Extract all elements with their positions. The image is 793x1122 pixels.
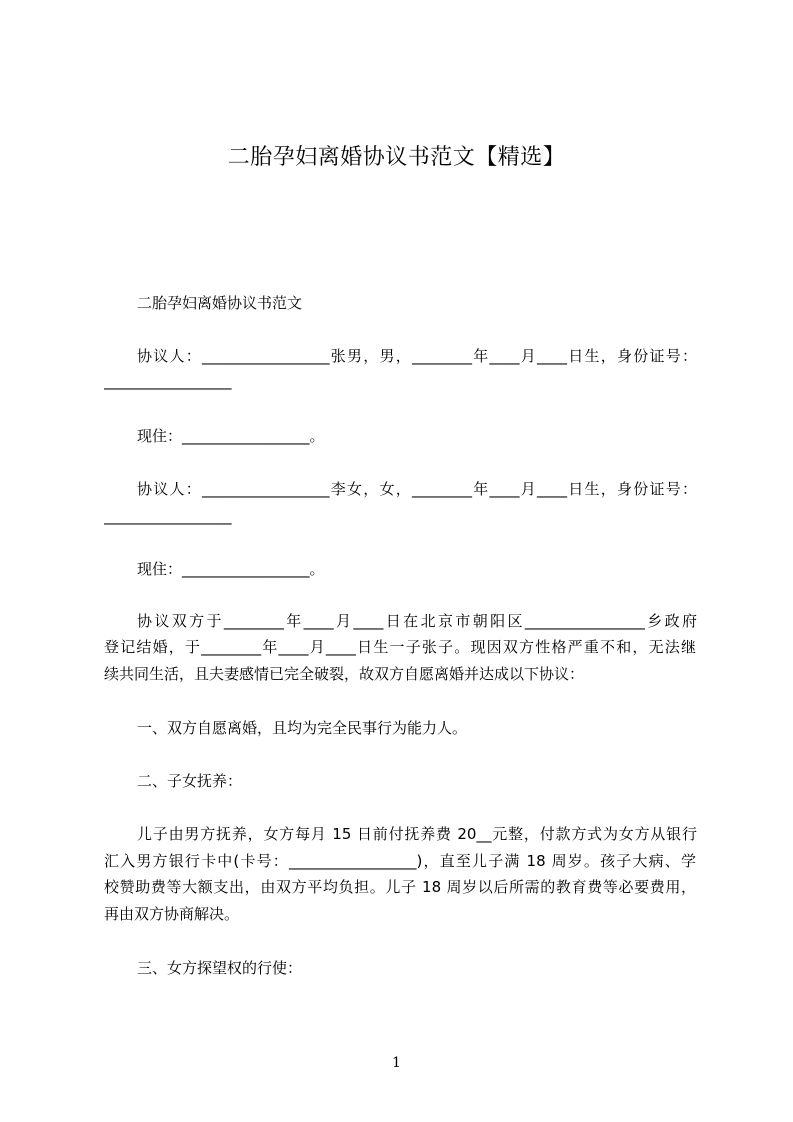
intro-line1: 协议双方于________年____月____日在北京市朝阳区________________乡政府 <box>137 612 697 630</box>
document-title: 二胎孕妇离婚协议书范文【精选】 <box>227 145 566 170</box>
party1-address: 现住：_________________。 <box>137 427 325 445</box>
page-number: 1 <box>392 1055 401 1071</box>
document-subtitle: 二胎孕妇离婚协议书范文 <box>137 294 303 312</box>
party1-line1: 协议人：_________________张男，男，________年____月____日生，身份证号： <box>137 347 697 365</box>
party2-line1: 协议人：_________________李女，女，________年____月____日生，身份证号： <box>137 480 697 498</box>
party1-line2: _________________ <box>104 372 232 390</box>
intro-line2: 登记结婚，于________年____月____日生一子张子。现因双方性格严重不和，无法继 <box>104 638 696 656</box>
intro-line3: 续共同生活，且夫妻感情已完全破裂，故双方自愿离婚并达成以下协议： <box>104 665 585 683</box>
clause2-line2: 汇入男方银行卡中(卡号：_________________)，直至儿子满 18 周岁。孩子大病、学 <box>104 852 696 870</box>
clause2-line3: 校赞助费等大额支出，由双方平均负担。儿子 18 周岁以后所需的教育费等必要费用， <box>104 878 696 896</box>
clause1: 一、双方自愿离婚，且均为完全民事行为能力人。 <box>137 719 468 737</box>
party2-address: 现住：_________________。 <box>137 560 325 578</box>
party2-line2: _________________ <box>104 507 232 525</box>
clause2-line4: 再由双方协商解决。 <box>104 905 240 923</box>
clause3-heading: 三、女方探望权的行使： <box>137 959 303 977</box>
clause2-heading: 二、子女抚养： <box>137 772 243 790</box>
clause2-line1: 儿子由男方抚养，女方每月 15 日前付抚养费 20__元整，付款方式为女方从银行 <box>137 825 697 843</box>
